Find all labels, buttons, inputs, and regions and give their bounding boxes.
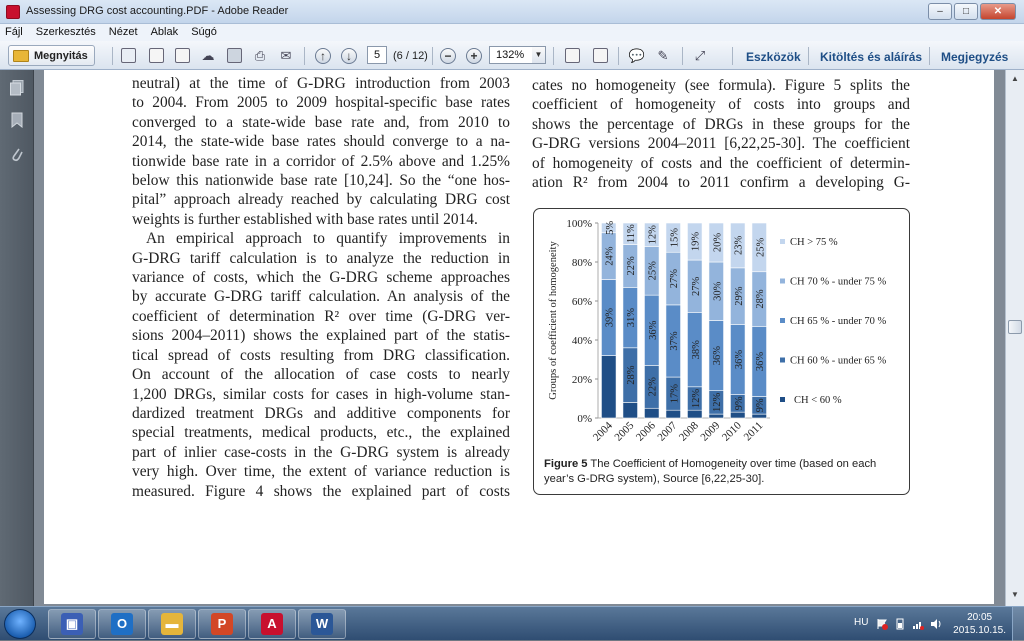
figure-caption-label: Figure 5 [544,458,588,470]
text-line: G-DRG tariff calculation is to analyze the reduction in [132,249,510,267]
data-label: 19% [690,231,702,252]
windows-taskbar [0,606,1024,640]
y-tick-label: 60% [571,296,592,308]
data-label: 28% [755,289,767,309]
legend-swatch [780,318,785,323]
fit-width-icon[interactable] [590,46,610,65]
data-label: 12% [690,388,702,409]
page-number-input[interactable]: 5 [367,46,387,64]
system-tray [824,607,1024,641]
menu-file[interactable]: Fájl [5,26,23,38]
clock-time: 20:05 [967,612,993,623]
bookmarks-icon[interactable] [10,112,24,128]
bar-segment [730,412,745,418]
document-viewport [34,70,1005,606]
minimize-button[interactable]: – [928,3,952,20]
legend-label: CH 65 % - under 70 % [790,316,887,327]
data-label: 12% [647,225,659,245]
legend-swatch [780,239,785,244]
save-icon[interactable] [224,46,244,65]
word-icon: W [311,613,333,635]
show-desktop-button[interactable] [1012,607,1024,641]
paragraph [532,76,910,192]
taskbar-adobe-reader-app[interactable] [248,609,296,639]
page-count: (6 / 12) [393,50,428,62]
text-line: coefficient of determination R² over time (G-DRG ver- [132,307,510,325]
menu-view[interactable]: Nézet [108,26,138,38]
text-line: below this nationwide base rate [10,24]. So the “one hos- [132,172,510,190]
data-label: 23% [733,235,745,256]
text-line: variance of costs, which the G-DRG scheme approaches [132,269,510,287]
data-label: 27% [669,268,681,289]
left-text-column [132,70,510,501]
data-label: 12% [712,392,724,413]
navigation-panel [0,70,34,606]
page-thumbnails-icon[interactable] [10,80,24,96]
maximize-button[interactable]: □ [954,3,978,20]
vertical-scrollbar[interactable] [1005,70,1024,606]
zoom-level-input[interactable]: 132% [489,46,533,64]
legend-label: CH 60 % - under 65 % [790,355,887,367]
toolbar-separator [618,47,619,65]
bar-segment [601,356,616,418]
tools-pane-button[interactable]: Eszközök [746,50,801,64]
zoom-in-button[interactable]: + [464,46,484,65]
language-indicator[interactable]: HU [854,617,869,628]
y-tick-label: 20% [571,374,592,386]
bar-segment [623,402,638,418]
data-label: 29% [733,286,745,306]
text-line: tionwide base rate in a corridor of 2.5% above and 1.25% [132,152,510,170]
scroll-down-arrow-icon[interactable]: ▼ [1011,590,1019,599]
text-line: 1,200 DRGs, similar costs for cases in high-volume stan- [132,385,510,403]
text-line: An empirical approach to quantify improvements in [146,230,510,248]
taskbar-outlook-app[interactable] [98,609,146,639]
x-tick-label: 2005 [612,419,637,444]
data-label: 31% [626,307,638,328]
text-line: tical spread of costs resulting from DRG classification. [132,346,510,364]
sign-icon[interactable] [172,46,192,65]
text-line: ation R² from 2004 to 2011 confirm a developing G- [532,174,910,192]
y-tick-label: 100% [566,218,592,230]
data-label: 22% [626,256,638,276]
y-tick-label: 40% [571,335,592,347]
menu-bar [0,24,1024,41]
x-tick-label: 2011 [741,419,766,444]
network-icon[interactable] [912,618,924,630]
pdf-page [44,70,994,604]
outlook-icon: O [111,613,133,635]
zoom-out-button[interactable]: − [438,46,458,65]
x-tick-label: 2004 [590,419,615,444]
open-button[interactable] [8,45,95,66]
toolbar-separator [432,47,433,65]
toolbar [0,41,1024,70]
data-label: 22% [647,377,659,397]
toolbar-separator [732,47,733,65]
cloud-upload-icon[interactable]: ☁ [201,47,215,63]
comment-pane-button[interactable]: Megjegyzés [941,50,1009,64]
taskbar-word-app[interactable] [298,609,346,639]
text-line: very high. Over time, the extent of variance reduction is [132,463,510,481]
bar-segment [752,414,767,418]
data-label: 28% [626,365,638,385]
volume-icon[interactable] [930,618,942,630]
y-axis-label: Groups of coefficient of homogeneity [548,241,559,400]
data-label: 25% [647,261,659,281]
x-tick-label: 2010 [719,419,744,444]
taskbar-explorer-app[interactable] [148,609,196,639]
data-label: 11% [626,224,638,244]
print-icon[interactable]: ⎙ [254,47,266,63]
flag-icon[interactable] [876,618,888,630]
toolbar-separator [929,47,930,65]
data-label: 36% [647,320,659,340]
data-label: 17% [669,384,681,404]
text-line: to 2004. From 2005 to 2009 hospital-specific base rates [132,94,510,112]
legend-label: CH < 60 % [794,395,842,406]
toolbar-separator [112,47,113,65]
data-label: 20% [712,232,724,253]
legend-swatch [780,397,785,402]
text-line: converged to a state-wide base rate and, from 2010 to [132,113,510,131]
create-pdf-icon[interactable] [118,46,138,65]
floppy-disk-icon: ▣ [61,613,83,635]
text-line: part of inlier case-costs in the G-DRG system is already [132,443,510,461]
data-label: 9% [733,396,745,411]
window-controls [928,3,1016,20]
x-tick-label: 2008 [676,419,701,444]
paragraph [132,74,510,229]
toolbar-separator [682,47,683,65]
text-line: On account of the allocation of case costs to nearly [132,366,510,384]
legend-swatch [780,279,785,284]
folder-icon: ▬ [161,613,183,635]
text-line: cates no homogeneity (see formula). Figure 5 splits the [532,77,910,94]
adobe-pdf-icon [6,5,20,19]
open-label: Megnyitás [34,49,88,62]
battery-icon[interactable] [894,618,906,630]
figure-caption-text: The Coefficient of Homogeneity over time (based on each year’s G-DRG system), Source [6,22,25-30]. [544,458,877,485]
text-line: weights is further established with base rates until 2014. [132,210,478,228]
text-line: coefficient of homogeneity of costs into groups and [532,96,910,114]
text-line: dardized treatment DRGs and additive components for [132,404,510,422]
right-text-column [532,70,910,192]
text-line: pital” approach already reached by calculating DRG cost [132,191,510,209]
menu-edit[interactable]: Szerkesztés [35,26,96,38]
menu-help[interactable]: Súgó [191,26,217,38]
data-label: 36% [733,349,745,370]
text-line: neutral) at the time of G-DRG introduction from 2003 [132,75,510,92]
legend-label: CH > 75 % [790,237,838,248]
x-tick-label: 2007 [655,419,680,444]
bar-segment [709,414,724,418]
zoom-dropdown-chevron-icon[interactable]: ▼ [532,46,546,64]
powerpoint-icon: P [211,613,233,635]
text-line: measured. Figure 4 shows the explained part of costs [132,482,510,500]
toolbar-separator [808,47,809,65]
data-label: 24% [604,246,616,266]
fit-page-icon[interactable] [562,46,582,65]
data-label: 9% [755,398,767,413]
fill-sign-pane-button[interactable]: Kitöltés és aláírás [820,50,923,64]
close-button[interactable]: ✕ [980,3,1016,20]
data-label: 30% [712,281,724,301]
expand-icon[interactable]: ⤢ [694,47,706,63]
y-tick-label: 0% [577,413,592,425]
data-label: 38% [690,340,702,360]
text-line: shows the percentage of DRGs in these groups for the [532,115,910,133]
legend-swatch [780,358,785,363]
bar-segment [666,410,681,418]
highlight-icon[interactable]: ✎ [657,47,669,63]
attachments-paperclip-icon[interactable] [10,146,24,162]
bar-segment [687,410,702,418]
y-tick-label: 80% [571,257,592,269]
x-tick-label: 2006 [633,419,658,444]
email-icon[interactable]: ✉ [280,47,292,63]
text-line: of homogeneity of costs and the coefficient of determin- [532,154,910,172]
comment-bubble-icon[interactable]: 💬 [628,47,646,63]
title-bar [0,0,1024,24]
data-label: 39% [604,307,616,328]
scrollbar-thumb[interactable] [1008,320,1022,334]
text-line: 2014, the state-wide base rates should converge to a na- [132,133,510,151]
data-label: 36% [712,345,724,366]
clock-date: 2015.10.15. [953,625,1006,636]
window-title: Assessing DRG cost accounting.PDF - Adobe Reader [26,5,289,17]
adobe-reader-icon: A [261,613,283,635]
data-label: 5% [604,220,616,235]
text-line: special treatments, medical products, etc., the explained [132,424,510,442]
start-button[interactable] [4,609,36,639]
paragraph [132,229,510,501]
system-clock[interactable] [953,611,1006,637]
text-line: G-DRG versions 2004–2011 [6,22,25-30]. The coefficient [532,135,910,153]
data-label: 37% [669,331,681,351]
data-label: 25% [755,237,767,257]
menu-window[interactable]: Ablak [150,26,179,38]
folder-icon [13,50,29,62]
edit-pdf-icon[interactable] [146,46,166,65]
taskbar-save-app[interactable] [48,609,96,639]
data-label: 15% [669,228,681,248]
legend-label: CH 70 % - under 75 % [790,276,887,288]
bar-segment [644,408,659,418]
data-label: 27% [690,276,702,296]
next-page-button[interactable]: ↓ [339,46,359,65]
figure-caption [544,457,904,487]
scroll-up-arrow-icon[interactable]: ▲ [1011,74,1019,83]
previous-page-button[interactable]: ↑ [313,46,333,65]
stacked-bar-chart [534,209,911,454]
x-tick-label: 2009 [698,419,723,444]
toolbar-separator [553,47,554,65]
data-label: 36% [755,351,767,372]
figure-5-box [533,208,910,495]
text-line: by accurate G-DRG tariff calculation. An analysis of the [132,288,510,306]
taskbar-powerpoint-app[interactable] [198,609,246,639]
text-line: sions 2004–2011) shows the explained part of the statis- [132,327,510,345]
toolbar-separator [304,47,305,65]
